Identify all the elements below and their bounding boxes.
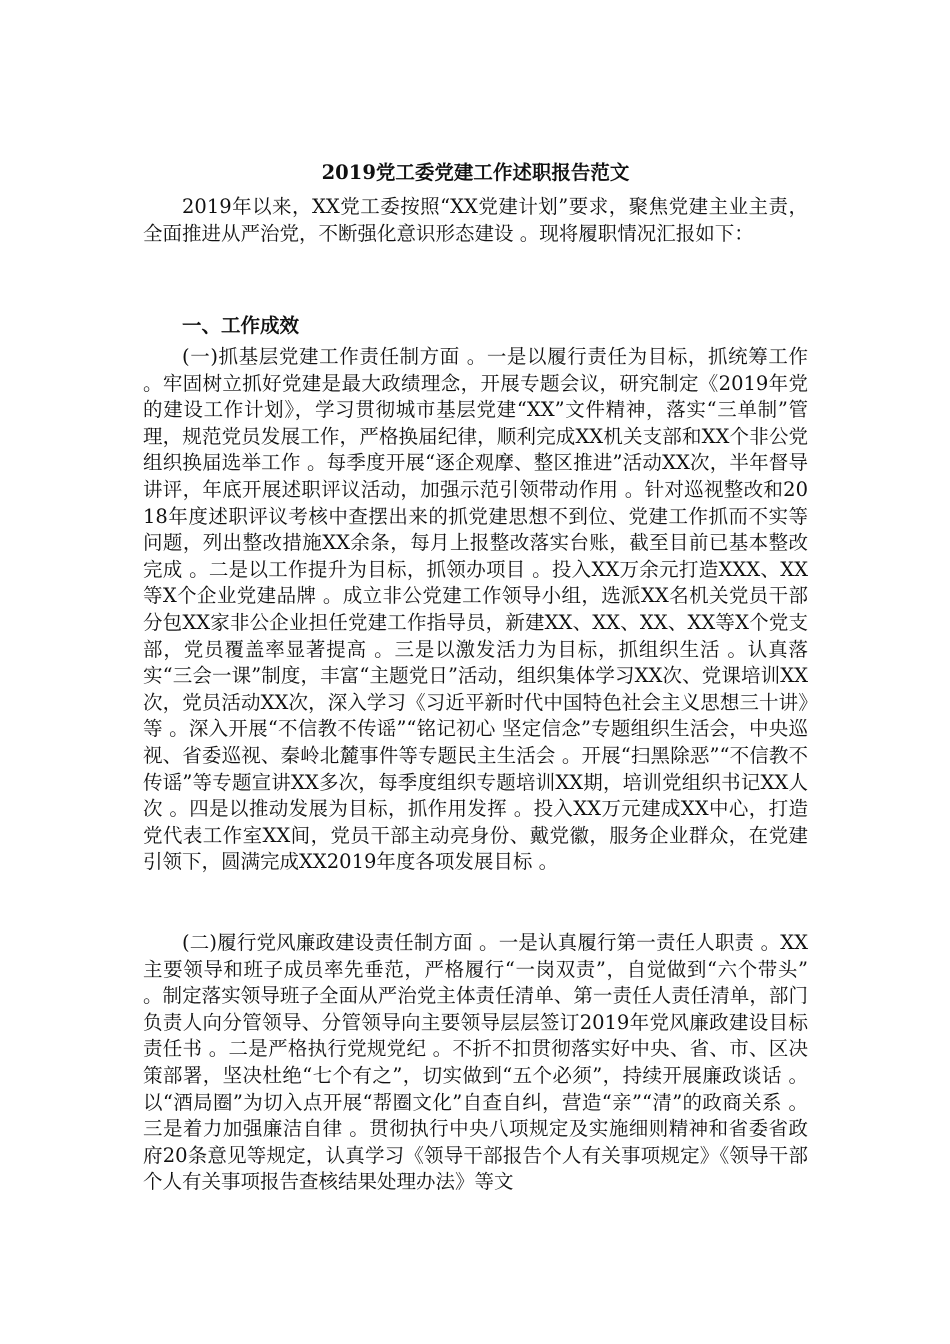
section-heading: 一、工作成效 (182, 314, 300, 337)
body-paragraph-2: (二)履行党风廉政建设责任制方面 。一是认真履行第一责任人职责 。XX主要领导和班子成员率先垂范，严格履行“一岗双责”，自觉做到“六个带头” 。制定落实领导班子全面从严治党主体责任清单、第一责任人责任清单，部门负责人向分管领导、分管领导向主要领导层层签订2019年党风廉政建设目标责任书 。二是严格执行党规党纪 。不折不扣贯彻落实好中央、省、市、区决策部署，坚决杜绝“七个有之”，切实做到“五个必须”，持续开展廉政谈话 。以“酒局圈”为切入点开展“帮圈文化”自查自纠，营造“亲”“清”的政商关系 。三是着力加强廉洁自律 。贯彻执行中央八项规定及实施细则精神和省委省政府20条意见等规定，认真学习《领导干部报告个人有关事项规定》《领导干部个人有关事项报告查核结果处理办法》等文 (143, 931, 808, 1194)
document-title: 2019党工委党建工作述职报告范文 (321, 161, 630, 184)
body-paragraph-1: (一)抓基层党建工作责任制方面 。一是以履行责任为目标，抓统筹工作 。牢固树立抓好党建是最大政绩理念，开展专题会议，研究制定《2019年党的建设工作计划》，学习贯彻城市基层党建“XX”文件精神，落实“三单制”管理，规范党员发展工作，严格换届纪律，顺利完成XX机关支部和XX个非公党组织换届选举工作 。每季度开展“逐企观摩、整区推进”活动XX次，半年督导讲评，年底开展述职评议活动，加强示范引领带动作用 。针对巡视整改和2018年度述职评议考核中查摆出来的抓党建思想不到位、党建工作抓而不实等问题，列出整改措施XX余条，每月上报整改落实台账，截至目前已基本整改完成 。二是以工作提升为目标，抓领办项目 。投入XX万余元打造XXX、XX等X个企业党建品牌 。成立非公党建工作领导小组，选派XX名机关党员干部分包XX家非公企业担任党建工作指导员，新建XX、XX、XX、XX等X个党支部，党员覆盖率显著提高 。三是以激发活力为目标，抓组织生活 。认真落实“三会一课”制度，丰富“主题党日”活动，组织集体学习XX次、党课培训XX次，党员活动XX次，深入学习《习近平新时代中国特色社会主义思想三十讲》等 。深入开展“不信教不传谣”“铭记初心 坚定信念”专题组织生活会，中央巡视、省委巡视、秦岭北麓事件等专题民主生活会 。开展“扫黑除恶”“不信教不传谣”等专题宣讲XX多次，每季度组织专题培训XX期，培训党组织书记XX人次 。四是以推动发展为目标，抓作用发挥 。投入XX万元建成XX中心，打造党代表工作室XX间，党员干部主动亮身份、戴党徽，服务企业群众，在党建引领下，圆满完成XX2019年度各项发展目标 。 (143, 345, 808, 874)
intro-paragraph: 2019年以来，XX党工委按照“XX党建计划”要求，聚焦党建主业主责，全面推进从严治党，不断强化意识形态建设 。现将履职情况汇报如下： (143, 195, 808, 245)
